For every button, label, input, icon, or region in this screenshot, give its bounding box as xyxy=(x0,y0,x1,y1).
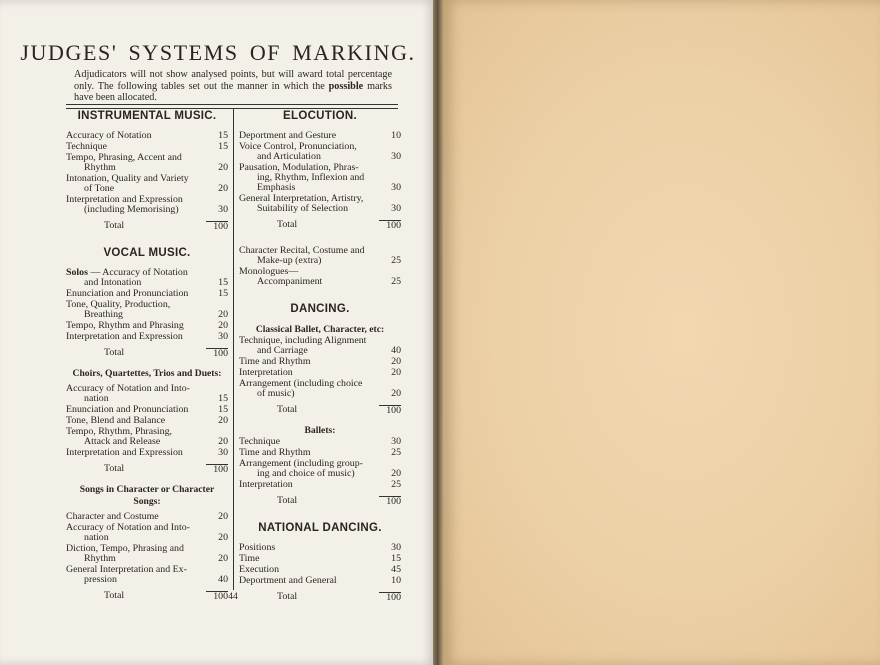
row-label xyxy=(239,379,379,399)
row-label-text: Tempo, Rhythm, Phrasing, xyxy=(66,426,173,437)
row-label-text: Positions xyxy=(239,542,276,553)
row-label xyxy=(239,459,379,479)
row-value: 30 xyxy=(218,447,228,458)
row-label xyxy=(239,368,379,378)
row-label-text: Intonation, Quality and Variety xyxy=(66,173,189,184)
table-row xyxy=(66,131,228,141)
row-label-text: Accuracy of Notation and Into- xyxy=(66,522,190,533)
row-label xyxy=(66,384,206,404)
row-label-text: Enunciation and Pronunciation xyxy=(66,404,189,415)
table-row xyxy=(66,174,228,194)
ballets-table xyxy=(239,437,401,507)
row-label-text: Time and Rhythm xyxy=(239,447,311,458)
row-label-continuation: ing, Rhythm, Inflexion and xyxy=(257,172,365,183)
row-label xyxy=(66,195,206,215)
row-value: 30 xyxy=(391,436,401,447)
total-value: 100 xyxy=(379,405,401,416)
row-value: 15 xyxy=(391,553,401,564)
row-label xyxy=(239,554,379,564)
row-label xyxy=(66,289,206,299)
table-row xyxy=(239,357,401,367)
elocution-table xyxy=(239,131,401,231)
row-label-text: Execution xyxy=(239,564,280,575)
row-label-text: Interpretation and Expression xyxy=(66,447,183,458)
row-label xyxy=(66,427,206,447)
row-label xyxy=(239,267,379,287)
table-row xyxy=(239,459,401,479)
row-label xyxy=(239,142,379,162)
row-label xyxy=(239,357,379,367)
row-value: 20 xyxy=(218,415,228,426)
table-row xyxy=(66,448,228,458)
row-value: 30 xyxy=(218,204,228,215)
row-label-text: Interpretation and Expression xyxy=(66,194,183,205)
row-label-text: Technique xyxy=(239,436,280,447)
row-label-continuation: Suitability of Selection xyxy=(257,203,349,214)
row-value: 40 xyxy=(218,574,228,585)
total-label: Total xyxy=(104,463,125,474)
row-label-text: Tempo, Rhythm and Phrasing xyxy=(66,320,184,331)
row-label xyxy=(239,565,379,575)
table-row xyxy=(239,448,401,458)
total-value: 100 xyxy=(206,221,228,232)
row-value: 10 xyxy=(391,130,401,141)
row-label xyxy=(66,268,206,288)
table-row xyxy=(66,544,228,564)
row-value: 20 xyxy=(218,162,228,173)
total-label: Total xyxy=(104,220,125,231)
page-title: JUDGES' SYSTEMS OF MARKING. xyxy=(20,40,416,65)
row-label xyxy=(66,544,206,564)
row-label xyxy=(66,565,206,585)
intro-bold-word: possible xyxy=(328,80,364,92)
table-row xyxy=(239,246,401,266)
row-label xyxy=(239,246,379,266)
solos-table xyxy=(66,268,228,359)
row-label-continuation: pression xyxy=(84,574,117,585)
row-label-text: Arrangement (including group- xyxy=(239,458,363,469)
row-value: 40 xyxy=(391,345,401,356)
intro-text-end: marks have been allocated. xyxy=(74,80,392,103)
row-label-text: Character and Costume xyxy=(66,511,159,522)
row-label-continuation: Accompaniment xyxy=(257,276,323,287)
total-label: Total xyxy=(104,347,125,358)
row-label-continuation: nation xyxy=(84,393,109,404)
row-value: 30 xyxy=(391,542,401,553)
table-row xyxy=(66,427,228,447)
row-label-text: Interpretation and Expression xyxy=(66,331,183,342)
table-row xyxy=(239,554,401,564)
table-row xyxy=(66,321,228,331)
instrumental-table xyxy=(66,131,228,232)
total-row xyxy=(239,405,401,416)
row-label-continuation: Rhythm xyxy=(84,162,116,173)
table-row xyxy=(239,480,401,490)
table-row xyxy=(66,332,228,342)
row-value: 30 xyxy=(391,203,401,214)
table-row xyxy=(239,267,401,287)
row-label xyxy=(66,512,206,522)
subheading-ballets: Ballets: xyxy=(304,425,336,436)
row-value: 20 xyxy=(218,309,228,320)
row-label-continuation: ing and choice of music) xyxy=(257,468,355,479)
row-label-continuation: of Tone xyxy=(84,183,115,194)
row-label-continuation: (including Memorising) xyxy=(84,204,179,215)
row-label-text: General Interpretation and Ex- xyxy=(66,564,187,575)
total-value: 100 xyxy=(379,496,401,507)
section-heading-vocal: VOCAL MUSIC. xyxy=(103,247,191,259)
table-row xyxy=(66,384,228,404)
row-label-text: — Accuracy of Notation xyxy=(87,267,188,278)
subheading-classical: Classical Ballet, Character, etc: xyxy=(255,324,385,335)
row-label xyxy=(66,174,206,194)
row-value: 20 xyxy=(218,320,228,331)
row-value: 20 xyxy=(218,532,228,543)
total-label: Total xyxy=(277,219,298,230)
row-label xyxy=(239,437,379,447)
row-value: 20 xyxy=(391,468,401,479)
row-label-continuation: of music) xyxy=(257,388,295,399)
table-row xyxy=(239,336,401,356)
row-label-text: Time and Rhythm xyxy=(239,356,311,367)
row-label-text: Monologues— xyxy=(239,266,299,277)
table-row xyxy=(239,194,401,214)
row-value: 25 xyxy=(391,447,401,458)
row-value: 30 xyxy=(391,151,401,162)
row-value: 20 xyxy=(218,183,228,194)
row-label xyxy=(66,142,206,152)
table-row xyxy=(239,368,401,378)
table-row xyxy=(239,163,401,193)
table-row xyxy=(239,565,401,575)
row-value: 10 xyxy=(391,575,401,586)
choirs-table xyxy=(66,384,228,475)
table-row xyxy=(66,300,228,320)
row-label-text: Pausation, Modulation, Phras- xyxy=(239,162,359,173)
row-value: 15 xyxy=(218,277,228,288)
table-row xyxy=(66,565,228,585)
table-row xyxy=(66,289,228,299)
total-value: 100 xyxy=(379,592,401,603)
intro-text: Adjudicators will not show analysed points, but will award total percentage only. The following tables set out the manner in which the xyxy=(74,69,392,92)
section-heading-national: NATIONAL DANCING. xyxy=(258,522,382,534)
row-label xyxy=(239,194,379,214)
total-row xyxy=(66,221,228,232)
total-value: 100 xyxy=(206,591,228,602)
total-label: Total xyxy=(104,590,125,601)
row-value: 25 xyxy=(391,255,401,266)
table-row xyxy=(239,437,401,447)
row-value: 45 xyxy=(391,564,401,575)
row-label xyxy=(66,321,206,331)
total-row xyxy=(66,348,228,359)
row-label-text: Character Recital, Costume and xyxy=(239,245,365,256)
row-label-text: Enunciation and Pronunciation xyxy=(66,288,189,299)
row-value: 20 xyxy=(218,553,228,564)
row-value: 20 xyxy=(391,388,401,399)
row-label-continuation: Make-up (extra) xyxy=(257,255,322,266)
row-label xyxy=(66,416,206,426)
table-row xyxy=(66,523,228,543)
row-value: 15 xyxy=(218,393,228,404)
table-row xyxy=(239,379,401,399)
elocution-extra-table xyxy=(239,246,401,288)
row-value: 15 xyxy=(218,130,228,141)
row-label-text: Tempo, Phrasing, Accent and xyxy=(66,152,182,163)
row-value: 20 xyxy=(218,436,228,447)
row-label xyxy=(66,131,206,141)
table-row xyxy=(239,142,401,162)
page-number: 44 xyxy=(228,592,238,602)
row-value: 20 xyxy=(391,367,401,378)
row-label-text: Diction, Tempo, Phrasing and xyxy=(66,543,184,554)
row-label xyxy=(239,576,379,586)
row-value: 25 xyxy=(391,479,401,490)
row-label-text: General Interpretation, Artistry, xyxy=(239,193,364,204)
row-label-text: Interpretation xyxy=(239,479,293,490)
row-label-text: Interpretation xyxy=(239,367,293,378)
row-label xyxy=(239,480,379,490)
row-label-continuation: Emphasis xyxy=(257,182,296,193)
subheading-songs: Songs in Character or Character Songs: xyxy=(79,484,215,507)
row-label xyxy=(239,131,379,141)
row-label xyxy=(66,405,206,415)
total-row xyxy=(239,496,401,507)
total-label: Total xyxy=(277,591,298,602)
row-label-continuation: Attack and Release xyxy=(84,436,161,447)
subheading-choirs: Choirs, Quartettes, Trios and Duets: xyxy=(72,368,222,379)
row-label-text: Tone, Quality, Production, xyxy=(66,299,171,310)
row-label-continuation: nation xyxy=(84,532,109,543)
row-label xyxy=(66,153,206,173)
table-row xyxy=(66,142,228,152)
total-value: 100 xyxy=(206,348,228,359)
row-label-continuation: and Intonation xyxy=(84,277,142,288)
row-label-continuation: Breathing xyxy=(84,309,123,320)
total-row xyxy=(239,220,401,231)
row-label-text: Accuracy of Notation xyxy=(66,130,152,141)
table-row xyxy=(66,268,228,288)
left-page xyxy=(0,0,436,665)
total-label: Total xyxy=(277,495,298,506)
row-value: 25 xyxy=(391,276,401,287)
row-label-text: Deportment and General xyxy=(239,575,337,586)
table-row xyxy=(239,576,401,586)
section-heading-dancing: DANCING. xyxy=(290,303,350,315)
row-label xyxy=(239,543,379,553)
row-label-text: Technique, including Alignment xyxy=(239,335,367,346)
row-label-text: Tone, Blend and Balance xyxy=(66,415,166,426)
total-value: 100 xyxy=(206,464,228,475)
row-label-bold: Solos xyxy=(66,267,88,278)
total-label: Total xyxy=(277,404,298,415)
header-rule xyxy=(66,104,398,109)
total-row xyxy=(66,464,228,475)
row-label-continuation: and Carriage xyxy=(257,345,308,356)
row-label-text: Accuracy of Notation and Into- xyxy=(66,383,190,394)
classical-table xyxy=(239,336,401,416)
left-column xyxy=(66,110,228,602)
row-label-continuation: Rhythm xyxy=(84,553,116,564)
section-heading-elocution: ELOCUTION. xyxy=(283,110,357,122)
row-label xyxy=(66,448,206,458)
row-label xyxy=(66,523,206,543)
section-heading-instrumental: INSTRUMENTAL MUSIC. xyxy=(77,110,217,122)
row-label xyxy=(66,300,206,320)
row-label-text: Technique xyxy=(66,141,107,152)
row-label xyxy=(239,163,379,193)
table-row xyxy=(239,543,401,553)
row-label xyxy=(239,448,379,458)
row-value: 20 xyxy=(218,511,228,522)
row-label-text: Arrangement (including choice xyxy=(239,378,363,389)
row-label xyxy=(66,332,206,342)
right-column xyxy=(239,110,401,603)
songs-table xyxy=(66,512,228,602)
table-row xyxy=(66,153,228,173)
row-value: 30 xyxy=(218,331,228,342)
row-label-text: Voice Control, Pronunciation, xyxy=(239,141,357,152)
table-row xyxy=(66,416,228,426)
row-value: 30 xyxy=(391,182,401,193)
right-page-blank xyxy=(443,0,880,665)
table-row xyxy=(66,195,228,215)
intro-paragraph xyxy=(74,69,392,104)
table-row xyxy=(239,131,401,141)
row-value: 15 xyxy=(218,404,228,415)
table-row xyxy=(66,512,228,522)
book-gutter xyxy=(433,0,443,665)
row-label xyxy=(239,336,379,356)
total-value: 100 xyxy=(379,220,401,231)
row-label-continuation: and Articulation xyxy=(257,151,321,162)
row-label-text: Deportment and Gesture xyxy=(239,130,337,141)
row-label-text: Time xyxy=(239,553,260,564)
row-value: 15 xyxy=(218,141,228,152)
table-row xyxy=(66,405,228,415)
row-value: 15 xyxy=(218,288,228,299)
row-value: 20 xyxy=(391,356,401,367)
column-divider xyxy=(233,108,234,590)
